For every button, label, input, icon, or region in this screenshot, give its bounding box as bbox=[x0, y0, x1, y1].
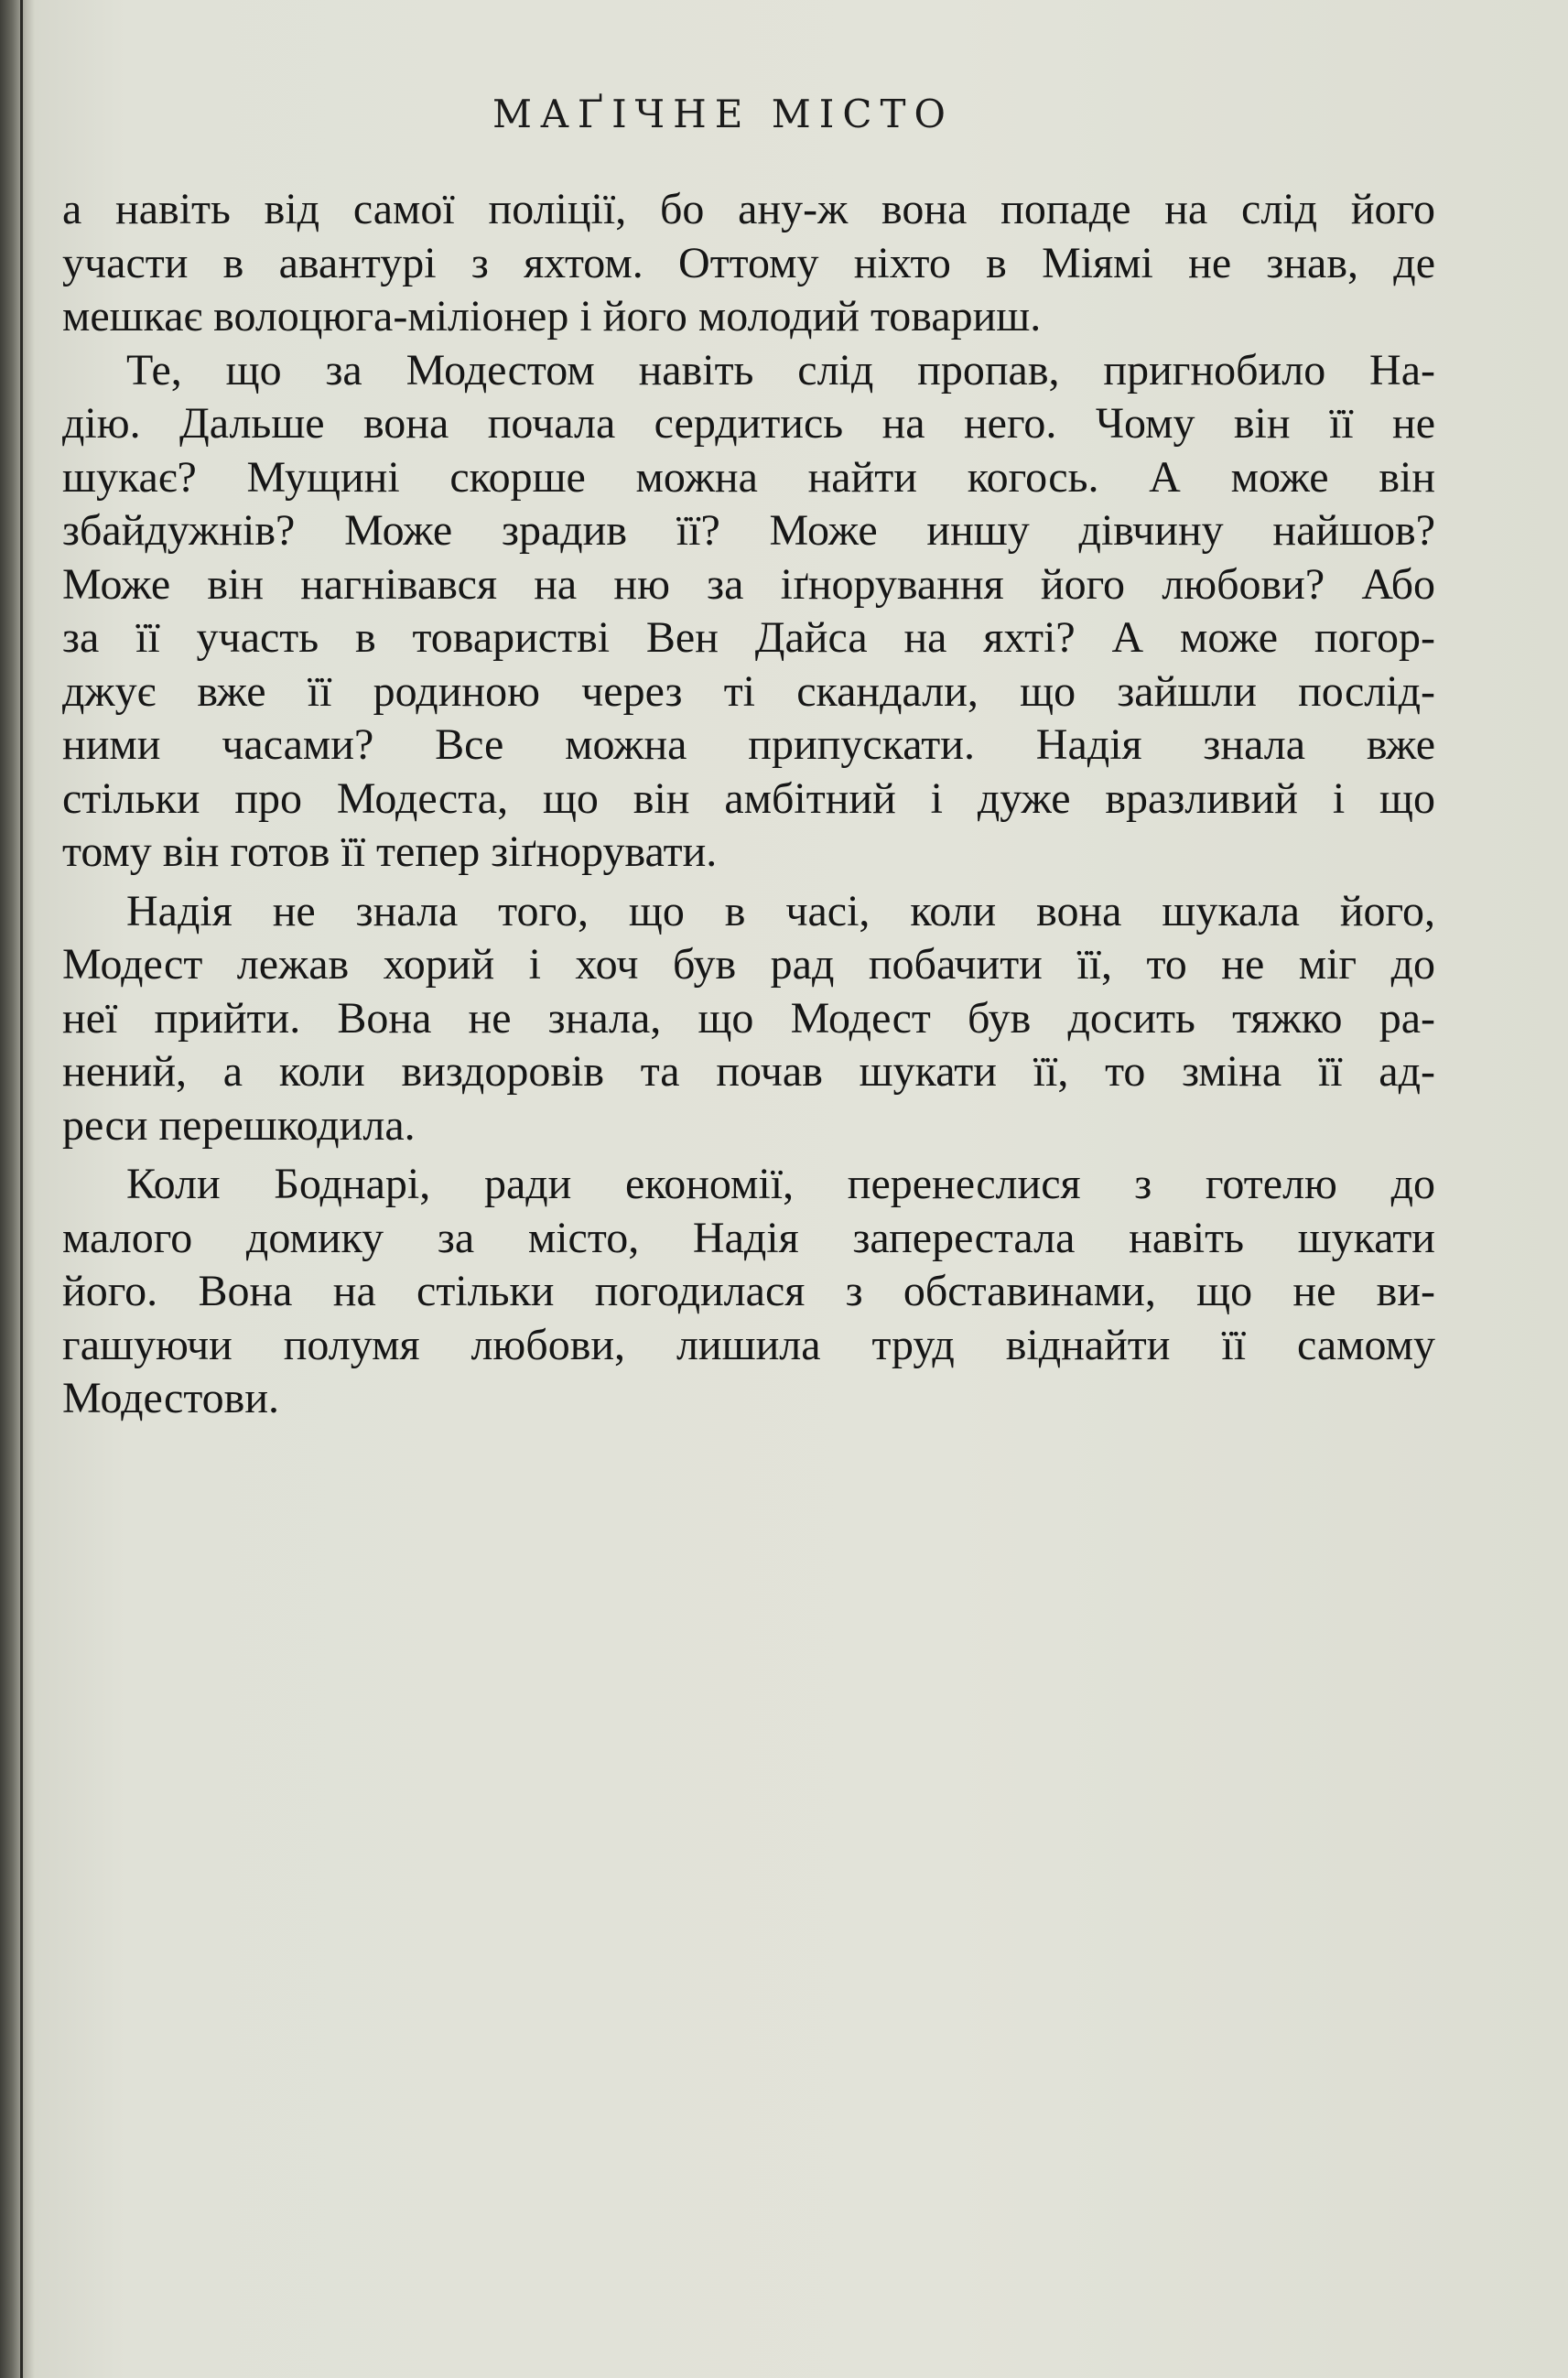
text-line: джує вже її родиною через ті скандали, що зайшли послід- bbox=[62, 666, 1435, 716]
text-line: участи в авантурі з яхтом. Оттому ніхто в Міямі не знав, де bbox=[62, 238, 1435, 287]
running-head: МАҐІЧНЕ МІСТО bbox=[492, 92, 954, 136]
book-spine-edge bbox=[20, 0, 23, 2378]
paragraph-1 bbox=[62, 183, 1435, 344]
text-line: шукає? Мущині скорше можна найти когось. А може він bbox=[62, 452, 1435, 502]
book-spine-shadow bbox=[0, 0, 35, 2378]
text-line: стільки про Модеста, що він амбітний і дуже вразливий і що bbox=[62, 773, 1435, 823]
text-line: малого домику за місто, Надія заперестала навіть шукати bbox=[62, 1213, 1435, 1262]
paragraph-3 bbox=[62, 885, 1435, 1153]
text-line: дію. Дальше вона почала сердитись на него. Чому він її не bbox=[62, 399, 1435, 448]
text-line: реси перешкодила. bbox=[62, 1100, 416, 1150]
text-line: мешкає волоцюга-міліонер і його молодий товариш. bbox=[62, 292, 1042, 340]
text-line: а навіть від самої поліції, бо ану-ж вона попаде на слід його bbox=[62, 185, 1435, 233]
body-text bbox=[62, 183, 1435, 1426]
text-line: Те, що за Модестом навіть слід пропав, пригнобило На- bbox=[126, 345, 1435, 395]
text-line: неї прийти. Вона не знала, що Модест був досить тяжко ра- bbox=[62, 993, 1435, 1043]
text-line: Коли Боднарі, ради економії, перенеслися з готелю до bbox=[126, 1160, 1435, 1208]
paragraph-4 bbox=[62, 1158, 1435, 1426]
text-line: Надія не знала того, що в часі, коли вона шукала його, bbox=[126, 886, 1435, 935]
text-line: тому він готов її тепер зіґнорувати. bbox=[62, 827, 718, 876]
text-line: його. Вона на стільки погодилася з обставинами, що не ви- bbox=[62, 1267, 1435, 1315]
text-line: Модест лежав хорий і хоч був рад побачити її, то не міг до bbox=[62, 940, 1435, 989]
paragraph-2 bbox=[62, 344, 1435, 880]
text-line: гашуючи полумя любови, лишила труд віднайти її самому bbox=[62, 1320, 1435, 1369]
text-line: Може він нагнівався на ню за іґнорування його любови? Або bbox=[62, 559, 1435, 609]
text-line: нений, а коли виздоровів та почав шукати її, то зміна її ад- bbox=[62, 1047, 1435, 1096]
text-line: за її участь в товаристві Вен Дайса на яхті? А може погор- bbox=[62, 613, 1435, 662]
text-line: збайдужнів? Може зрадив її? Може иншу дівчину найшов? bbox=[62, 506, 1435, 555]
text-line: Модестови. bbox=[62, 1374, 280, 1422]
text-line: ними часами? Все можна припускати. Надія знала вже bbox=[62, 720, 1435, 769]
